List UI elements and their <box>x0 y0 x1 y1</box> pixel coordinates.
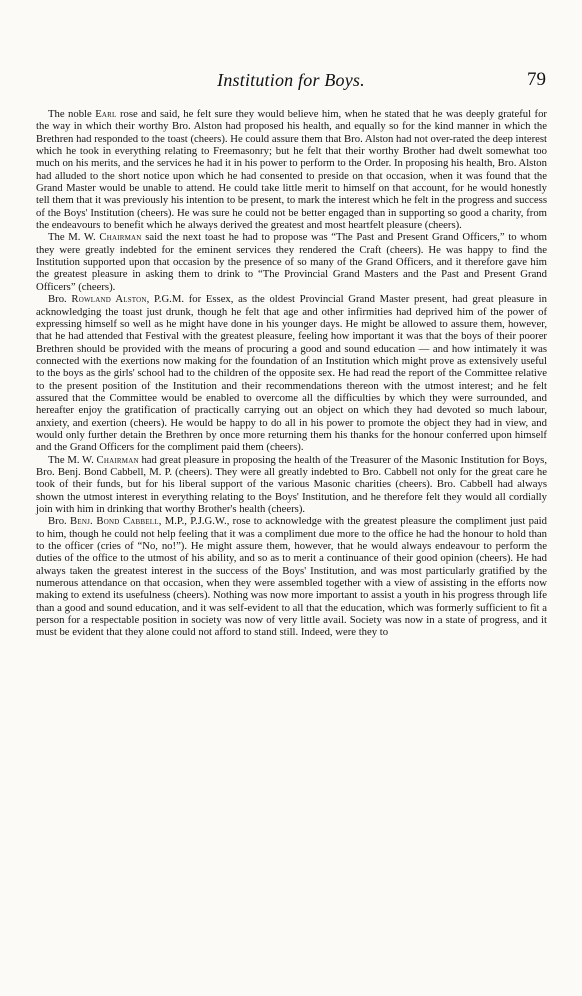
speaker-name: Rowland Alston <box>71 293 147 306</box>
paragraph <box>36 293 547 453</box>
running-title: Institution for Boys. <box>217 70 365 90</box>
text-run: The noble <box>48 108 96 120</box>
text-run: , P.G.M. for Essex, as the oldest Provincial Grand Master present, had great pleasure in acknowledging the toast just drunk, though he felt that age and other infirmities had deprived him of the power of expressing himself so well as he might have done in his younger days. He might be allowed to assure them, however, that he had attended that Festival with the greatest pleasure, feeling how important it was that the boys of their poorer Brethren should be provided with the means of procuring a good and sound education — and how intimately it was connected with the exertions now making for the foundation of an Institution which might prove as extensively useful to the boys as the girls' school had to the children of the opposite sex. He had read the report of the Committee relative to the present position of the Institution and their recommendations thereon with the utmost interest; and he felt assured that the Committee would be enabled to overcome all the difficulties by which they were surrounded, and hereafter enjoy the gratification of practically carrying out an object on which they had devoted so much labour, anxiety, and exertion (cheers). He would be happy to do all in his power to promote the object they had in view, and would only further detain the Brethren by once more returning them his thanks for the honour conferred upon himself and the Grand Officers for the compliment paid them (cheers). <box>36 293 547 454</box>
page-header <box>36 70 546 94</box>
speaker-name: Benj. Bond Cabbell <box>70 515 159 528</box>
text-run: , M.P., P.J.G.W., rose to acknowledge with the greatest pleasure the compliment just paid to him, though he could not help feeling that it was a compliment due more to the office he had the honour to hold than to the officer (cries of “No, no!”). He might assure them, however, that he would always endeavour to perform the duties of the office to the utmost of his ability, and so as to merit a continuance of their good opinion (cheers). He had always taken the greatest interest in the success of the Boys' Institution, and was most particularly gratified by the numerous attendance on that occasion, when they were assembled together with a view of assisting in the efforts now making to extend its usefulness (cheers). Nothing was now more important to assist a youth in his progress through life than a good and sound education, and it was self-evident to all that the education, which was formerly sufficient to fit a person for a respectable position in society was now of very little avail. Society was now in a state of progress, and it must be evident that they alone could not afford to stand still. Indeed, were they to <box>36 515 547 639</box>
text-run: Bro. <box>48 293 72 306</box>
text-run: rose and said, he felt sure they would believe him, when he stated that he was deeply grateful for the way in which their worthy Bro. Alston had proposed his health, and equally so for the kind manner in which the Brethren had responded to the toast (cheers). He could assure them that Bro. Alston had not over-rated the deep interest which he took in everything relating to Freemasonry; but he felt that their worthy Brother had dwelt somewhat too much on his merits, and the services he had it in his power to perform to the Order. In proposing his health, Bro. Alston had alluded to the short notice upon which he had consented to preside on that occasion, when it was found that the Grand Master would be unable to attend. He could take little merit to himself on that account, for he would honestly tell them that it was previously his intention to be present, to mark the interest which he felt in the progress and success of the Boys' Institution (cheers). He was sure he could not be better engaged than in supporting so good a charity, from the endeavours to benefit which he always derived the greatest and most heartfelt pleasure (cheers). <box>36 108 547 232</box>
body-text <box>36 108 547 639</box>
paragraph <box>36 515 547 638</box>
text-run: said the next toast he had to propose was “The Past and Present Grand Officers,” to whom they were greatly indebted for the eminent services they rendered the Craft (cheers). He was happy to find the Institution supported upon that occasion by the presence of so many of the Grand Officers, and it therefore gave him the greatest pleasure in asking them to drink to “The Provincial Grand Masters and the Past and Present Grand Officers” (cheers). <box>36 231 547 293</box>
page-number: 79 <box>527 69 546 90</box>
paragraph <box>36 108 547 231</box>
text-run: The M. W. <box>48 231 100 244</box>
text-run: had great pleasure in proposing the health of the Treasurer of the Masonic Institution for Boys, Bro. Benj. Bond Cabbell, M. P. (cheers). They were all greatly indebted to Bro. Cabbell not only for the great care he took of their funds, but for his liberal support of the various Masonic charities (cheers). Bro. Cabbell had always shown the utmost interest in everything relating to the Boys' Institution, and he therefore felt they would all cordially join with him in drinking that worthy Brother's health (cheers). <box>36 453 547 515</box>
paragraph <box>36 454 547 516</box>
speaker-name: Earl <box>95 108 117 120</box>
speaker-name: Chairman <box>96 453 139 466</box>
paragraph <box>36 231 547 293</box>
text-run: Bro. <box>48 515 71 528</box>
speaker-name: Chairman <box>99 231 142 244</box>
text-run: The M. W. <box>48 453 97 466</box>
